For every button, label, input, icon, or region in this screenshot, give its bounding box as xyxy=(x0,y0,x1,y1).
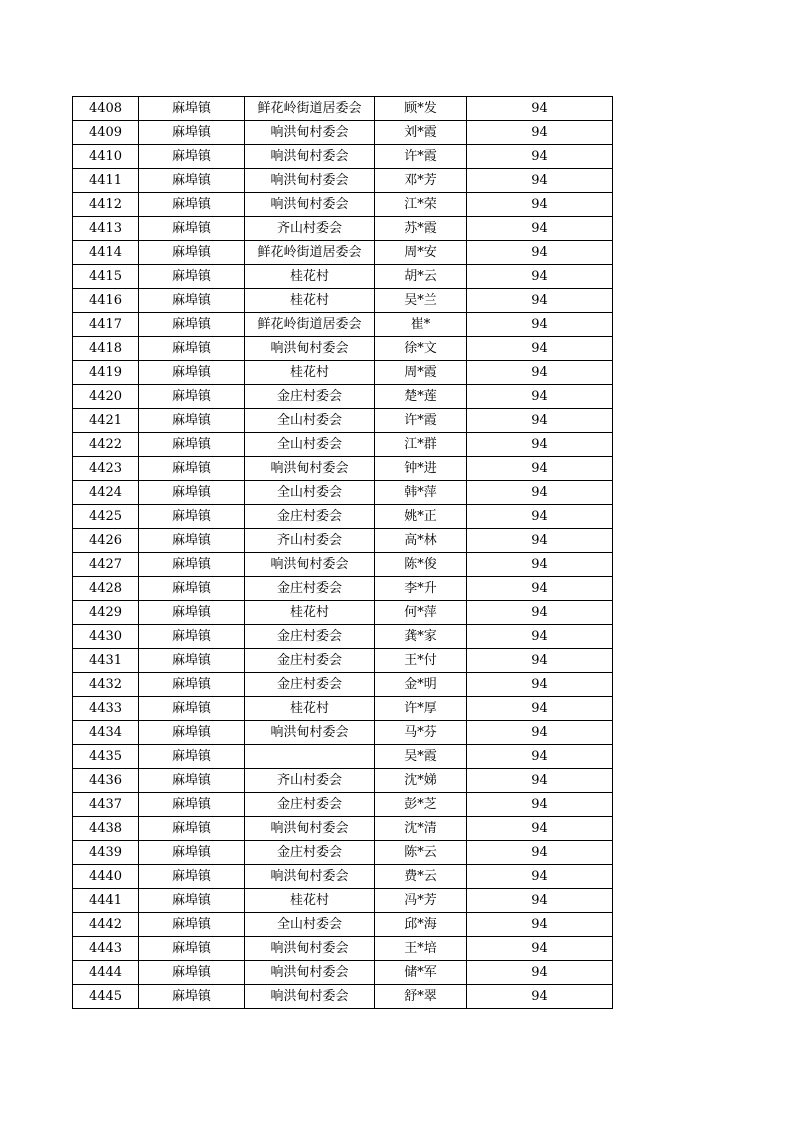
town-cell: 麻埠镇 xyxy=(139,817,245,841)
name-cell: 王*付 xyxy=(375,649,467,673)
score-cell: 94 xyxy=(467,169,613,193)
village-cell: 桂花村 xyxy=(245,289,375,313)
row-number-cell: 4435 xyxy=(73,745,139,769)
town-cell: 麻埠镇 xyxy=(139,97,245,121)
town-cell: 麻埠镇 xyxy=(139,457,245,481)
village-cell: 金庄村委会 xyxy=(245,673,375,697)
score-cell: 94 xyxy=(467,265,613,289)
village-cell: 桂花村 xyxy=(245,697,375,721)
row-number-cell: 4423 xyxy=(73,457,139,481)
row-number-cell: 4434 xyxy=(73,721,139,745)
table-row xyxy=(73,961,613,985)
town-cell: 麻埠镇 xyxy=(139,529,245,553)
village-cell: 金庄村委会 xyxy=(245,505,375,529)
row-number-cell: 4439 xyxy=(73,841,139,865)
name-cell: 周*霞 xyxy=(375,361,467,385)
row-number-cell: 4427 xyxy=(73,553,139,577)
town-cell: 麻埠镇 xyxy=(139,841,245,865)
village-cell: 全山村委会 xyxy=(245,481,375,505)
table-row xyxy=(73,673,613,697)
village-cell: 金庄村委会 xyxy=(245,649,375,673)
village-cell: 齐山村委会 xyxy=(245,769,375,793)
village-cell: 全山村委会 xyxy=(245,913,375,937)
table-row xyxy=(73,769,613,793)
name-cell: 龚*家 xyxy=(375,625,467,649)
village-cell: 桂花村 xyxy=(245,601,375,625)
table-row xyxy=(73,337,613,361)
row-number-cell: 4433 xyxy=(73,697,139,721)
row-number-cell: 4424 xyxy=(73,481,139,505)
name-cell: 许*霞 xyxy=(375,145,467,169)
village-cell: 响洪甸村委会 xyxy=(245,961,375,985)
town-cell: 麻埠镇 xyxy=(139,505,245,529)
row-number-cell: 4409 xyxy=(73,121,139,145)
village-cell: 响洪甸村委会 xyxy=(245,937,375,961)
table-row xyxy=(73,409,613,433)
table-row xyxy=(73,241,613,265)
name-cell: 苏*霞 xyxy=(375,217,467,241)
table-row xyxy=(73,193,613,217)
name-cell: 崔* xyxy=(375,313,467,337)
name-cell: 马*芬 xyxy=(375,721,467,745)
table-row xyxy=(73,601,613,625)
town-cell: 麻埠镇 xyxy=(139,385,245,409)
village-cell: 响洪甸村委会 xyxy=(245,553,375,577)
name-cell: 彭*芝 xyxy=(375,793,467,817)
row-number-cell: 4417 xyxy=(73,313,139,337)
row-number-cell: 4428 xyxy=(73,577,139,601)
score-cell: 94 xyxy=(467,385,613,409)
table-row xyxy=(73,145,613,169)
table-row xyxy=(73,625,613,649)
table-row xyxy=(73,481,613,505)
score-cell: 94 xyxy=(467,985,613,1009)
village-cell xyxy=(245,745,375,769)
score-cell: 94 xyxy=(467,409,613,433)
table-row xyxy=(73,457,613,481)
village-cell: 鲜花岭街道居委会 xyxy=(245,313,375,337)
name-cell: 陈*俊 xyxy=(375,553,467,577)
row-number-cell: 4418 xyxy=(73,337,139,361)
table-row xyxy=(73,865,613,889)
score-cell: 94 xyxy=(467,601,613,625)
name-cell: 钟*进 xyxy=(375,457,467,481)
score-cell: 94 xyxy=(467,553,613,577)
table-row xyxy=(73,937,613,961)
name-cell: 徐*文 xyxy=(375,337,467,361)
row-number-cell: 4441 xyxy=(73,889,139,913)
village-cell: 鲜花岭街道居委会 xyxy=(245,97,375,121)
score-cell: 94 xyxy=(467,97,613,121)
row-number-cell: 4438 xyxy=(73,817,139,841)
name-cell: 邓*芳 xyxy=(375,169,467,193)
name-cell: 楚*莲 xyxy=(375,385,467,409)
village-cell: 鲜花岭街道居委会 xyxy=(245,241,375,265)
score-cell: 94 xyxy=(467,337,613,361)
town-cell: 麻埠镇 xyxy=(139,481,245,505)
record-table xyxy=(72,96,613,1009)
score-cell: 94 xyxy=(467,841,613,865)
town-cell: 麻埠镇 xyxy=(139,697,245,721)
table-row xyxy=(73,697,613,721)
town-cell: 麻埠镇 xyxy=(139,601,245,625)
name-cell: 许*霞 xyxy=(375,409,467,433)
row-number-cell: 4442 xyxy=(73,913,139,937)
table-row xyxy=(73,313,613,337)
village-cell: 响洪甸村委会 xyxy=(245,193,375,217)
table-row xyxy=(73,289,613,313)
score-cell: 94 xyxy=(467,817,613,841)
town-cell: 麻埠镇 xyxy=(139,433,245,457)
row-number-cell: 4415 xyxy=(73,265,139,289)
town-cell: 麻埠镇 xyxy=(139,961,245,985)
score-cell: 94 xyxy=(467,745,613,769)
village-cell: 金庄村委会 xyxy=(245,841,375,865)
score-cell: 94 xyxy=(467,961,613,985)
row-number-cell: 4408 xyxy=(73,97,139,121)
row-number-cell: 4432 xyxy=(73,673,139,697)
score-cell: 94 xyxy=(467,649,613,673)
name-cell: 王*培 xyxy=(375,937,467,961)
table-row xyxy=(73,913,613,937)
score-cell: 94 xyxy=(467,769,613,793)
table-row xyxy=(73,385,613,409)
village-cell: 全山村委会 xyxy=(245,409,375,433)
village-cell: 桂花村 xyxy=(245,889,375,913)
table-row xyxy=(73,97,613,121)
village-cell: 响洪甸村委会 xyxy=(245,817,375,841)
score-cell: 94 xyxy=(467,481,613,505)
name-cell: 陈*云 xyxy=(375,841,467,865)
town-cell: 麻埠镇 xyxy=(139,889,245,913)
village-cell: 金庄村委会 xyxy=(245,577,375,601)
name-cell: 费*云 xyxy=(375,865,467,889)
row-number-cell: 4413 xyxy=(73,217,139,241)
name-cell: 高*林 xyxy=(375,529,467,553)
town-cell: 麻埠镇 xyxy=(139,865,245,889)
name-cell: 沈*娣 xyxy=(375,769,467,793)
table-row xyxy=(73,121,613,145)
score-cell: 94 xyxy=(467,361,613,385)
row-number-cell: 4414 xyxy=(73,241,139,265)
name-cell: 舒*翠 xyxy=(375,985,467,1009)
score-cell: 94 xyxy=(467,889,613,913)
row-number-cell: 4444 xyxy=(73,961,139,985)
town-cell: 麻埠镇 xyxy=(139,217,245,241)
town-cell: 麻埠镇 xyxy=(139,673,245,697)
score-cell: 94 xyxy=(467,433,613,457)
score-cell: 94 xyxy=(467,241,613,265)
row-number-cell: 4425 xyxy=(73,505,139,529)
village-cell: 金庄村委会 xyxy=(245,625,375,649)
score-cell: 94 xyxy=(467,457,613,481)
score-cell: 94 xyxy=(467,625,613,649)
row-number-cell: 4419 xyxy=(73,361,139,385)
town-cell: 麻埠镇 xyxy=(139,625,245,649)
town-cell: 麻埠镇 xyxy=(139,169,245,193)
score-cell: 94 xyxy=(467,121,613,145)
name-cell: 金*明 xyxy=(375,673,467,697)
table-row xyxy=(73,169,613,193)
name-cell: 邱*海 xyxy=(375,913,467,937)
row-number-cell: 4436 xyxy=(73,769,139,793)
town-cell: 麻埠镇 xyxy=(139,937,245,961)
town-cell: 麻埠镇 xyxy=(139,121,245,145)
score-cell: 94 xyxy=(467,793,613,817)
table-row xyxy=(73,889,613,913)
village-cell: 全山村委会 xyxy=(245,433,375,457)
name-cell: 沈*清 xyxy=(375,817,467,841)
village-cell: 桂花村 xyxy=(245,361,375,385)
village-cell: 响洪甸村委会 xyxy=(245,865,375,889)
town-cell: 麻埠镇 xyxy=(139,409,245,433)
row-number-cell: 4429 xyxy=(73,601,139,625)
row-number-cell: 4431 xyxy=(73,649,139,673)
town-cell: 麻埠镇 xyxy=(139,289,245,313)
table-row xyxy=(73,361,613,385)
score-cell: 94 xyxy=(467,937,613,961)
row-number-cell: 4445 xyxy=(73,985,139,1009)
name-cell: 胡*云 xyxy=(375,265,467,289)
name-cell: 周*安 xyxy=(375,241,467,265)
score-cell: 94 xyxy=(467,577,613,601)
score-cell: 94 xyxy=(467,865,613,889)
name-cell: 储*军 xyxy=(375,961,467,985)
name-cell: 许*厚 xyxy=(375,697,467,721)
village-cell: 响洪甸村委会 xyxy=(245,337,375,361)
name-cell: 冯*芳 xyxy=(375,889,467,913)
village-cell: 响洪甸村委会 xyxy=(245,457,375,481)
town-cell: 麻埠镇 xyxy=(139,361,245,385)
town-cell: 麻埠镇 xyxy=(139,553,245,577)
name-cell: 姚*正 xyxy=(375,505,467,529)
score-cell: 94 xyxy=(467,673,613,697)
row-number-cell: 4437 xyxy=(73,793,139,817)
town-cell: 麻埠镇 xyxy=(139,193,245,217)
table-row xyxy=(73,841,613,865)
score-cell: 94 xyxy=(467,313,613,337)
row-number-cell: 4443 xyxy=(73,937,139,961)
table-row xyxy=(73,553,613,577)
name-cell: 韩*萍 xyxy=(375,481,467,505)
name-cell: 李*升 xyxy=(375,577,467,601)
row-number-cell: 4412 xyxy=(73,193,139,217)
score-cell: 94 xyxy=(467,289,613,313)
score-cell: 94 xyxy=(467,217,613,241)
row-number-cell: 4430 xyxy=(73,625,139,649)
town-cell: 麻埠镇 xyxy=(139,337,245,361)
village-cell: 响洪甸村委会 xyxy=(245,985,375,1009)
score-cell: 94 xyxy=(467,505,613,529)
score-cell: 94 xyxy=(467,529,613,553)
name-cell: 何*萍 xyxy=(375,601,467,625)
town-cell: 麻埠镇 xyxy=(139,913,245,937)
table-row xyxy=(73,433,613,457)
table-row xyxy=(73,985,613,1009)
row-number-cell: 4416 xyxy=(73,289,139,313)
village-cell: 齐山村委会 xyxy=(245,529,375,553)
table-row xyxy=(73,817,613,841)
score-cell: 94 xyxy=(467,145,613,169)
table-row xyxy=(73,529,613,553)
town-cell: 麻埠镇 xyxy=(139,577,245,601)
table-row xyxy=(73,745,613,769)
table-row xyxy=(73,721,613,745)
village-cell: 响洪甸村委会 xyxy=(245,169,375,193)
table-row xyxy=(73,577,613,601)
row-number-cell: 4411 xyxy=(73,169,139,193)
table-row xyxy=(73,265,613,289)
town-cell: 麻埠镇 xyxy=(139,265,245,289)
village-cell: 响洪甸村委会 xyxy=(245,721,375,745)
score-cell: 94 xyxy=(467,193,613,217)
name-cell: 顾*发 xyxy=(375,97,467,121)
town-cell: 麻埠镇 xyxy=(139,985,245,1009)
table-row xyxy=(73,217,613,241)
row-number-cell: 4440 xyxy=(73,865,139,889)
name-cell: 吴*兰 xyxy=(375,289,467,313)
village-cell: 齐山村委会 xyxy=(245,217,375,241)
name-cell: 刘*霞 xyxy=(375,121,467,145)
name-cell: 江*群 xyxy=(375,433,467,457)
town-cell: 麻埠镇 xyxy=(139,745,245,769)
village-cell: 响洪甸村委会 xyxy=(245,145,375,169)
score-cell: 94 xyxy=(467,697,613,721)
name-cell: 江*荣 xyxy=(375,193,467,217)
table-row xyxy=(73,793,613,817)
row-number-cell: 4420 xyxy=(73,385,139,409)
score-cell: 94 xyxy=(467,913,613,937)
town-cell: 麻埠镇 xyxy=(139,721,245,745)
table-row xyxy=(73,649,613,673)
village-cell: 金庄村委会 xyxy=(245,385,375,409)
town-cell: 麻埠镇 xyxy=(139,769,245,793)
record-table-body xyxy=(73,97,613,1009)
town-cell: 麻埠镇 xyxy=(139,145,245,169)
town-cell: 麻埠镇 xyxy=(139,793,245,817)
row-number-cell: 4421 xyxy=(73,409,139,433)
town-cell: 麻埠镇 xyxy=(139,649,245,673)
town-cell: 麻埠镇 xyxy=(139,241,245,265)
village-cell: 桂花村 xyxy=(245,265,375,289)
table-row xyxy=(73,505,613,529)
name-cell: 吴*霞 xyxy=(375,745,467,769)
town-cell: 麻埠镇 xyxy=(139,313,245,337)
village-cell: 响洪甸村委会 xyxy=(245,121,375,145)
row-number-cell: 4422 xyxy=(73,433,139,457)
village-cell: 金庄村委会 xyxy=(245,793,375,817)
score-cell: 94 xyxy=(467,721,613,745)
row-number-cell: 4410 xyxy=(73,145,139,169)
row-number-cell: 4426 xyxy=(73,529,139,553)
